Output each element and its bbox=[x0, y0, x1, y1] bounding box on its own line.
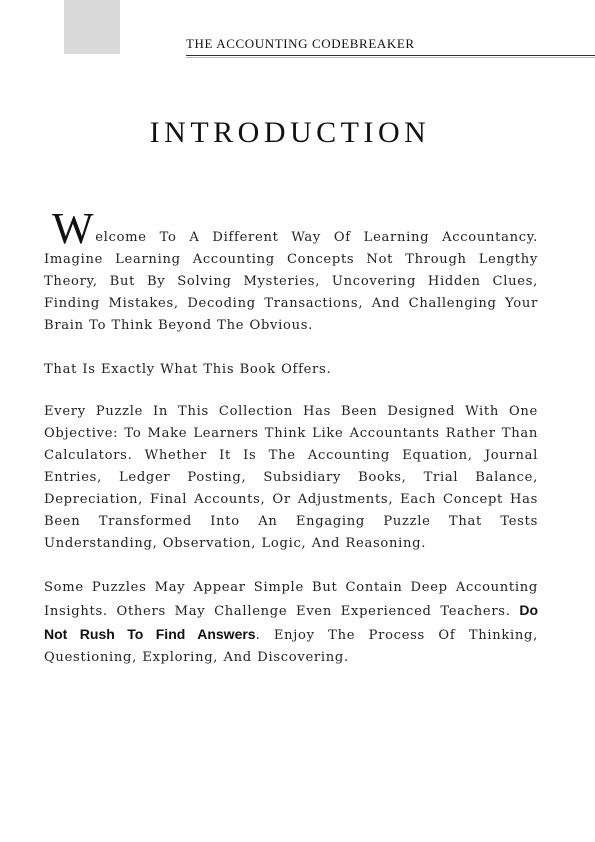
emphasis-text: Do Not Rush To Find Answers bbox=[44, 602, 538, 642]
header-corner-block bbox=[64, 0, 120, 54]
paragraph-2: That Is Exactly What This Book Offers. bbox=[44, 362, 332, 377]
paragraph-4-text-start: Some Puzzles May Appear Simple But Contain Deep Accounting Insights. Others May Challenge Even Experienced Teachers. bbox=[44, 580, 538, 619]
chapter-title: INTRODUCTION bbox=[149, 116, 431, 149]
paragraph-4 bbox=[44, 577, 538, 669]
drop-cap: W bbox=[52, 204, 95, 253]
paragraph-1-text: elcome To A Different Way Of Learning Accountancy. Imagine Learning Accounting Concepts Not Through Lengthy Theory, But By Solving Mysteries, Uncovering Hidden Clues, Finding Mistakes, Decoding Transactions, And Challenging Your Brain To Think Beyond The Obvious. bbox=[44, 230, 538, 333]
running-header-title: THE ACCOUNTING CODEBREAKER bbox=[186, 36, 415, 51]
paragraph-4-text-end: . Enjoy The Process Of Thinking, Questioning, Exploring, And Discovering. bbox=[44, 628, 538, 665]
paragraph-3: Every Puzzle In This Collection Has Been Designed With One Objective: To Make Learners Think Like Accountants Rather Than Calculators. Whether It Is The Accounting Equation, Journal Entries, Ledger Posting, Subsidiary Books, Trial Balance, Depreciation, Final Accounts, Or Adjustments, Each Concept Has Been Transformed Into An Engaging Puzzle That Tests Understanding, Observation, Logic, And Reasoning. bbox=[44, 404, 538, 551]
paragraph-1 bbox=[44, 204, 538, 337]
header-rule bbox=[186, 55, 595, 56]
body-text bbox=[44, 204, 538, 691]
